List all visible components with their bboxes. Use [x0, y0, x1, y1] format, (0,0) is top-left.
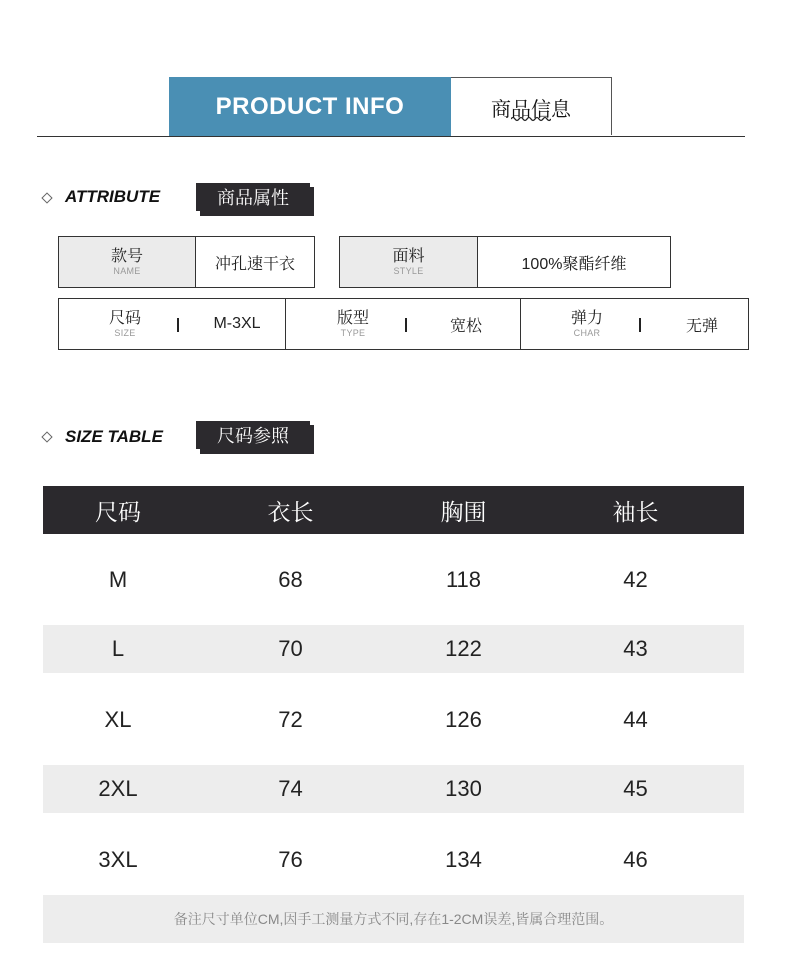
table-cell: 68 [278, 567, 303, 592]
attribute-heading: ATTRIBUTE [65, 187, 161, 206]
divider [520, 299, 521, 349]
table-row [43, 556, 744, 604]
diamond-bullet-icon [41, 431, 52, 442]
separator-bar [177, 318, 179, 332]
separator-bar [405, 318, 407, 332]
table-cell: L [111, 636, 125, 661]
table-row [43, 765, 744, 813]
column-header: 衣长 [267, 498, 314, 525]
attr-size-label [95, 299, 155, 349]
table-cell: 43 [623, 636, 648, 661]
attr-fit-label [323, 299, 383, 349]
table-cell: 130 [445, 776, 482, 801]
attr-label-cell [340, 237, 478, 287]
product-info-title-cn: 商品信息 [451, 77, 612, 135]
table-cell: 118 [445, 567, 482, 592]
table-cell: 46 [623, 847, 648, 872]
table-row [43, 836, 744, 884]
size-table-heading-cn: 尺码参照 [196, 421, 310, 449]
table-cell: 70 [278, 636, 303, 661]
column-header: 尺码 [95, 498, 141, 525]
attr-row-2 [58, 298, 749, 350]
attr-label-cn: 尺码 [108, 309, 141, 327]
squiggle-underline-icon [511, 116, 551, 122]
column-header: 胸围 [440, 498, 487, 525]
attr-label-cn: 版型 [336, 309, 369, 327]
attr-stretch-label [557, 299, 617, 349]
attr-label-en: CHAR [573, 327, 601, 338]
attr-value: 无弹 [685, 317, 718, 335]
attr-label-en: TYPE [340, 327, 366, 338]
attr-label-en: STYLE [393, 265, 424, 276]
attr-label-cn: 弹力 [570, 309, 603, 327]
table-cell: M [108, 567, 128, 592]
attr-label-cn: 面料 [392, 247, 425, 265]
table-cell: 134 [445, 847, 482, 872]
attribute-heading-cn: 商品属性 [196, 183, 310, 211]
attr-value: M-3XL [213, 315, 261, 332]
table-cell: 3XL [98, 847, 138, 872]
diamond-bullet-icon [41, 192, 52, 203]
column-header: 袖长 [612, 498, 659, 525]
attr-label-en: SIZE [114, 327, 136, 338]
table-row [43, 696, 744, 744]
attr-value: 冲孔速干衣 [214, 255, 295, 273]
attr-style-no [58, 236, 315, 288]
table-cell: 122 [445, 636, 482, 661]
header-divider [37, 136, 745, 137]
table-cell: 44 [623, 707, 648, 732]
size-table-heading: SIZE TABLE [65, 427, 163, 446]
table-row [43, 625, 744, 673]
table-cell: 2XL [98, 776, 138, 801]
table-cell: 45 [623, 776, 648, 801]
attr-label-en: NAME [113, 265, 141, 276]
product-info-title: PRODUCT INFO [169, 77, 451, 136]
table-cell: XL [104, 707, 132, 732]
attr-label-cell [59, 237, 196, 287]
measurement-note: 备注尺寸单位CM,因手工测量方式不同,存在1-2CM误差,皆属合理范围。 [43, 895, 744, 943]
separator-bar [639, 318, 641, 332]
table-cell: 72 [278, 707, 303, 732]
attr-value: 宽松 [449, 317, 482, 335]
size-table-header [43, 486, 744, 534]
table-cell: 76 [278, 847, 303, 872]
divider [285, 299, 286, 349]
table-cell: 42 [623, 567, 648, 592]
table-cell: 126 [445, 707, 482, 732]
attr-label-cn: 款号 [110, 247, 143, 265]
attr-material [339, 236, 671, 288]
attr-value: 100%聚酯纤维 [521, 255, 627, 273]
table-cell: 74 [278, 776, 303, 801]
